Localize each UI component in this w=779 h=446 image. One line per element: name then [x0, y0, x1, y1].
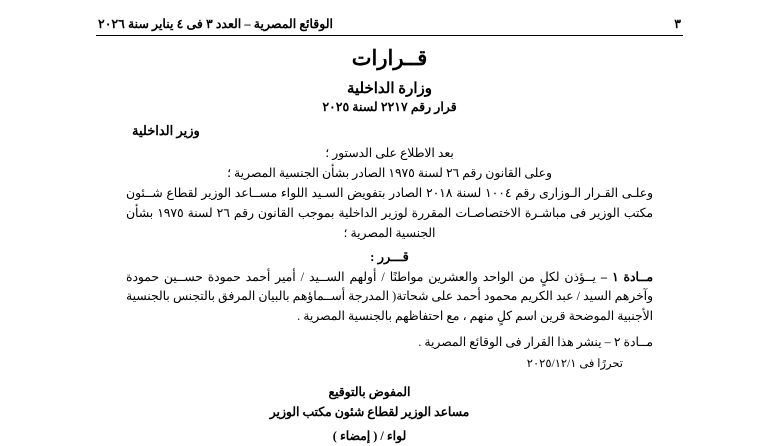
- preamble-line-1: بعد الاطلاع على الدستور ؛: [325, 146, 454, 160]
- signature-rank: لواء / ( إمضاء ): [332, 428, 407, 443]
- issue-date: [96, 356, 683, 373]
- article-two-label: مــادة ٢ –: [604, 335, 653, 350]
- decided-label: قـــرر :: [370, 248, 409, 264]
- preamble-line-3: وعلـى القـرار الـوزارى رقم ١٠٠٤ لسنة ٢٠١٨ الصادر بتفويض السـيد اللواء مســاعد الوزير لقطاع شــئون مكتب الوزير فى مباشـرة الاختصاصـات المقررة لوزير الداخلية بموجب القانون رقم ٢٦ لسنة ١٩٧٥ بشأن الجنسية المصرية ؛: [126, 185, 654, 240]
- gazette-title: الوقائع المصرية – العدد ٣ فى ٤ يناير سنة ٢٠٢٦: [98, 17, 333, 31]
- preamble-line-2: وعلى القانون رقم ٢٦ لسنة ١٩٧٥ الصادر بشأن الجنسية المصرية ؛: [227, 165, 552, 180]
- page-header: [96, 16, 683, 32]
- signature-authorization: المفوض بالتوقيع: [328, 385, 411, 400]
- signature-title: مساعد الوزير لقطاع شئون مكتب الوزير: [269, 404, 470, 419]
- issue-date-label: تحررًا فى: [579, 357, 623, 370]
- signature-block: [96, 383, 683, 446]
- page-content: [96, 16, 683, 443]
- ministry-name: وزارة الداخلية: [346, 81, 433, 97]
- minister-heading: وزير الداخلية: [132, 123, 200, 138]
- page-number: ٣: [674, 17, 681, 31]
- article-one-label: مــادة ١ –: [600, 269, 653, 284]
- document-title: قــرارات: [351, 46, 428, 70]
- article-two-text: ينشر هذا القرار فى الوقائع المصرية .: [418, 335, 602, 350]
- article-two: [96, 333, 683, 353]
- article-one-text: يــؤذن لكلٍ من الواحد والعشرين مواطنًا / أولهم الســيد / أمير أحمد حمودة حســين حمودة وآخرهم السيد / عبد الكريم محمود أحمد على شحاتة( المدرجة أســماؤهم بالبيان المرفق بالتجنس بالجنسية الأجنبية الموضحة قرين اسم كلٍ منهم ، مع احتفاظهم بالجنسية المصرية .: [126, 269, 653, 324]
- decree-number: قرار رقم ٢٢١٧ لسنة ٢٠٢٥: [322, 100, 457, 114]
- preamble: [96, 144, 683, 244]
- issue-date-value: ٢٠٢٥/١٢/١: [526, 357, 577, 370]
- article-one: [96, 268, 683, 328]
- header-divider: [96, 35, 683, 36]
